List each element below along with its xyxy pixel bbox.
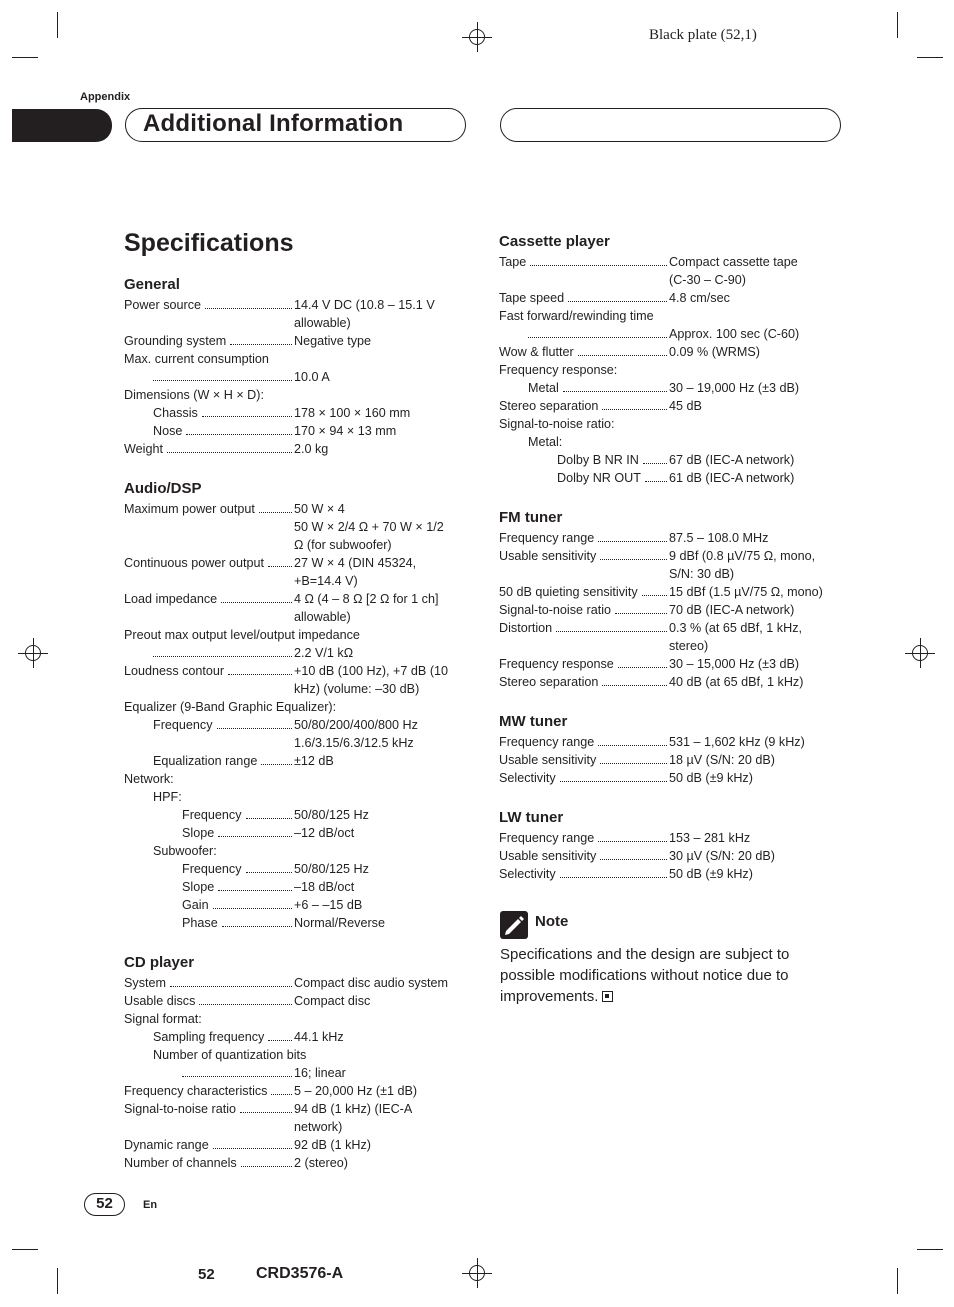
spec-row — [499, 433, 819, 451]
leader-dots — [615, 601, 667, 614]
spec-row — [499, 583, 823, 601]
spec-value: allowable) — [294, 610, 351, 624]
spec-row — [124, 554, 469, 572]
leader-dots — [556, 619, 667, 632]
spec-label: Metal: — [528, 435, 563, 449]
spec-label: Grounding system — [124, 334, 227, 348]
spec-row — [124, 332, 469, 350]
page-number: 52 — [84, 1193, 125, 1216]
spec-value: 10.0 A — [294, 370, 330, 384]
leader-dots — [600, 547, 667, 560]
leader-dots — [600, 847, 667, 860]
spec-value: stereo) — [669, 639, 709, 653]
spec-row — [124, 644, 469, 662]
leader-dots — [230, 332, 292, 345]
spec-label: Tape — [499, 255, 527, 269]
spec-row — [499, 307, 819, 325]
spec-value: 50 W × 2/4 Ω + 70 W × 1/2 — [294, 520, 444, 534]
spec-row — [124, 788, 469, 806]
section-heading: CD player — [124, 954, 195, 971]
spec-row — [124, 518, 469, 536]
spec-label: Usable sensitivity — [499, 849, 597, 863]
spec-label: Loudness contour — [124, 664, 225, 678]
spec-row — [499, 673, 819, 691]
spec-row — [499, 289, 819, 307]
spec-row — [499, 325, 819, 343]
spec-row — [499, 361, 819, 379]
spec-label: Selectivity — [499, 771, 556, 785]
spec-value: 531 – 1,602 kHz (9 kHz) — [669, 735, 805, 749]
spec-label: Load impedance — [124, 592, 218, 606]
leader-dots — [602, 673, 667, 686]
spec-value: (C-30 – C-90) — [669, 273, 746, 287]
spec-row — [499, 751, 819, 769]
spec-column-left — [124, 275, 469, 1172]
leader-dots — [170, 974, 292, 987]
spec-row — [124, 1136, 469, 1154]
leader-dots — [643, 451, 667, 464]
spec-row — [499, 469, 819, 487]
spec-value: 9 dBf (0.8 µV/75 Ω, mono, — [669, 549, 816, 563]
spec-value: 50 W × 4 — [294, 502, 345, 516]
spec-label: Frequency characteristics — [124, 1084, 268, 1098]
note-text — [500, 944, 820, 1007]
leader-dots — [217, 716, 292, 729]
leader-dots — [271, 1082, 292, 1095]
section-tab-bar — [12, 109, 112, 142]
leader-dots — [268, 554, 292, 567]
spec-value: +6 – –15 dB — [294, 898, 363, 912]
spec-row — [499, 733, 819, 751]
end-mark-icon — [602, 991, 613, 1002]
spec-label: Frequency range — [499, 735, 595, 749]
spec-label: Preout max output level/output impedance — [124, 628, 360, 642]
spec-label: Fast forward/rewinding time — [499, 309, 654, 323]
model-number: CRD3576-A — [256, 1265, 344, 1282]
spec-row — [124, 842, 469, 860]
spec-row — [499, 637, 819, 655]
spec-label: Continuous power output — [124, 556, 265, 570]
leader-dots — [228, 662, 292, 675]
spec-section — [499, 508, 823, 691]
registration-mark-left — [18, 638, 48, 668]
spec-value: 94 dB (1 kHz) (IEC-A — [294, 1102, 413, 1116]
spec-label: Sampling frequency — [153, 1030, 265, 1044]
spec-label: Frequency — [182, 808, 242, 822]
spec-label: Signal-to-noise ratio — [499, 603, 612, 617]
spec-label: Frequency range — [499, 831, 595, 845]
spec-value: 0.09 % (WRMS) — [669, 345, 760, 359]
appendix-label: Appendix — [80, 91, 131, 103]
spec-row — [124, 992, 469, 1010]
note-body: Specifications and the design are subject to possible modifications without notice due to improvements. — [500, 946, 790, 1005]
leader-dots — [153, 644, 292, 657]
spec-label: Equalizer (9-Band Graphic Equalizer): — [124, 700, 337, 714]
section-heading: FM tuner — [499, 509, 563, 526]
spec-value: 178 × 100 × 160 mm — [294, 406, 411, 420]
section-heading: Cassette player — [499, 233, 610, 250]
leader-dots — [246, 806, 292, 819]
spec-value: S/N: 30 dB) — [669, 567, 735, 581]
leader-dots — [600, 751, 667, 764]
spec-label: Frequency range — [499, 531, 595, 545]
section-heading: Audio/DSP — [124, 480, 202, 497]
leader-dots — [598, 829, 667, 842]
spec-label: 50 dB quieting sensitivity — [499, 585, 638, 599]
section-heading: LW tuner — [499, 809, 564, 826]
spec-row — [124, 1118, 469, 1136]
spec-section — [499, 232, 819, 487]
spec-value: 70 dB (IEC-A network) — [669, 603, 795, 617]
leader-dots — [153, 368, 292, 381]
spec-row — [124, 350, 469, 368]
registration-mark-top — [462, 22, 492, 52]
section-heading: MW tuner — [499, 713, 568, 730]
spec-value: 50/80/200/400/800 Hz — [294, 718, 418, 732]
leader-dots — [560, 865, 667, 878]
spec-section — [124, 953, 469, 1172]
spec-row — [124, 1154, 469, 1172]
spec-label: Dolby B NR IN — [557, 453, 639, 467]
spec-value: 153 – 281 kHz — [669, 831, 751, 845]
spec-row — [124, 572, 469, 590]
spec-value: network) — [294, 1120, 343, 1134]
spec-value: 44.1 kHz — [294, 1030, 344, 1044]
spec-label: Maximum power output — [124, 502, 255, 516]
spec-value: 15 dBf (1.5 µV/75 Ω, mono) — [669, 585, 823, 599]
spec-row — [499, 415, 819, 433]
leader-dots — [578, 343, 667, 356]
spec-row — [124, 974, 469, 992]
spec-row — [499, 601, 819, 619]
language-code: En — [143, 1199, 158, 1211]
spec-value: 5 – 20,000 Hz (±1 dB) — [294, 1084, 418, 1098]
spec-label: Slope — [182, 880, 215, 894]
spec-row — [124, 626, 469, 644]
spec-value: 4 Ω (4 – 8 Ω [2 Ω for 1 ch] — [294, 592, 439, 606]
spec-value: 4.8 cm/sec — [669, 291, 730, 305]
spec-label: Selectivity — [499, 867, 556, 881]
spec-value: 45 dB — [669, 399, 702, 413]
spec-row — [124, 716, 469, 734]
spec-label: Metal — [528, 381, 559, 395]
spec-label: System — [124, 976, 166, 990]
spec-value: 16; linear — [294, 1066, 346, 1080]
spec-row — [124, 536, 469, 554]
slug-page-number: 52 — [198, 1266, 215, 1283]
spec-label: Usable sensitivity — [499, 753, 597, 767]
spec-row — [124, 914, 469, 932]
note-icon — [500, 911, 528, 939]
spec-row — [124, 422, 469, 440]
spec-label: Gain — [182, 898, 209, 912]
leader-dots — [568, 289, 667, 302]
spec-row — [124, 1064, 469, 1082]
leader-dots — [167, 440, 292, 453]
leader-dots — [602, 397, 667, 410]
leader-dots — [598, 733, 667, 746]
spec-value: 14.4 V DC (10.8 – 15.1 V — [294, 298, 435, 312]
spec-row — [499, 847, 819, 865]
spec-value: 2.2 V/1 kΩ — [294, 646, 354, 660]
spec-label: Stereo separation — [499, 675, 599, 689]
leader-dots — [618, 655, 667, 668]
spec-row — [124, 752, 469, 770]
spec-section — [124, 275, 469, 458]
leader-dots — [240, 1100, 292, 1113]
section-title: Additional Information — [143, 110, 404, 137]
spec-value: +10 dB (100 Hz), +7 dB (10 — [294, 664, 449, 678]
note-label: Note — [535, 913, 569, 930]
leader-dots — [213, 896, 292, 909]
leader-dots — [246, 860, 292, 873]
spec-value: 170 × 94 × 13 mm — [294, 424, 397, 438]
spec-row — [124, 440, 469, 458]
spec-row — [124, 368, 469, 386]
leader-dots — [202, 404, 292, 417]
spec-label: Network: — [124, 772, 174, 786]
spec-section — [124, 479, 469, 932]
spec-section — [499, 808, 819, 883]
spec-label: Number of quantization bits — [153, 1048, 307, 1062]
spec-label: Chassis — [153, 406, 198, 420]
spec-row — [499, 343, 819, 361]
spec-label: Frequency — [153, 718, 213, 732]
spec-row — [124, 1100, 469, 1118]
leader-dots — [645, 469, 667, 482]
spec-row — [124, 608, 469, 626]
spec-row — [124, 662, 469, 680]
spec-label: HPF: — [153, 790, 182, 804]
spec-row — [124, 1046, 469, 1064]
spec-row — [124, 698, 469, 716]
spec-row — [499, 619, 819, 637]
spec-value: 30 µV (S/N: 20 dB) — [669, 849, 775, 863]
spec-row — [124, 680, 469, 698]
spec-column-right — [499, 232, 823, 883]
spec-value: 50/80/125 Hz — [294, 862, 369, 876]
spec-label: Wow & flutter — [499, 345, 574, 359]
spec-label: Signal-to-noise ratio: — [499, 417, 615, 431]
spec-label: Nose — [153, 424, 183, 438]
spec-value: Ω (for subwoofer) — [294, 538, 392, 552]
spec-row — [499, 379, 819, 397]
plate-label: Black plate (52,1) — [649, 27, 757, 43]
spec-row — [124, 860, 469, 878]
spec-label: Signal-to-noise ratio — [124, 1102, 237, 1116]
spec-value: Compact cassette tape — [669, 255, 798, 269]
spec-row — [499, 253, 819, 271]
leader-dots — [241, 1154, 292, 1167]
spec-value: 2 (stereo) — [294, 1156, 348, 1170]
spec-value: –18 dB/oct — [294, 880, 355, 894]
spec-value: 40 dB (at 65 dBf, 1 kHz) — [669, 675, 804, 689]
spec-label: Usable sensitivity — [499, 549, 597, 563]
spec-label: Frequency — [182, 862, 242, 876]
spec-row — [124, 590, 469, 608]
leader-dots — [222, 914, 292, 927]
spec-label: Usable discs — [124, 994, 196, 1008]
spec-row — [124, 824, 469, 842]
leader-dots — [186, 422, 292, 435]
spec-row — [499, 769, 819, 787]
leader-dots — [268, 1028, 292, 1041]
spec-row — [499, 451, 819, 469]
leader-dots — [259, 500, 292, 513]
spec-value: kHz) (volume: –30 dB) — [294, 682, 420, 696]
leader-dots — [261, 752, 292, 765]
spec-label: Max. current consumption — [124, 352, 269, 366]
spec-row — [124, 806, 469, 824]
spec-label: Subwoofer: — [153, 844, 217, 858]
spec-label: Tape speed — [499, 291, 565, 305]
spec-label: Number of channels — [124, 1156, 237, 1170]
spec-label: Weight — [124, 442, 163, 456]
leader-dots — [221, 590, 292, 603]
spec-value: –12 dB/oct — [294, 826, 355, 840]
spec-value: Normal/Reverse — [294, 916, 385, 930]
spec-label: Phase — [182, 916, 218, 930]
spec-value: ±12 dB — [294, 754, 334, 768]
spec-value: 30 – 15,000 Hz (±3 dB) — [669, 657, 800, 671]
spec-value: 27 W × 4 (DIN 45324, — [294, 556, 417, 570]
leader-dots — [213, 1136, 292, 1149]
spec-value: 50/80/125 Hz — [294, 808, 369, 822]
spec-row — [124, 314, 469, 332]
leader-dots — [528, 325, 667, 338]
spec-label: Dimensions (W × H × D): — [124, 388, 264, 402]
spec-row — [499, 865, 819, 883]
leader-dots — [598, 529, 667, 542]
spec-value: 50 dB (±9 kHz) — [669, 771, 753, 785]
leader-dots — [642, 583, 667, 596]
spec-label: Slope — [182, 826, 215, 840]
spec-row — [124, 386, 469, 404]
section-heading: General — [124, 276, 180, 293]
spec-value: 30 – 19,000 Hz (±3 dB) — [669, 381, 800, 395]
spec-value: Negative type — [294, 334, 372, 348]
leader-dots — [205, 296, 292, 309]
spec-value: 87.5 – 108.0 MHz — [669, 531, 769, 545]
leader-dots — [560, 769, 667, 782]
page-title: Specifications — [124, 229, 294, 257]
spec-value: 67 dB (IEC-A network) — [669, 453, 795, 467]
spec-row — [499, 547, 819, 565]
leader-dots — [563, 379, 667, 392]
spec-label: Frequency response: — [499, 363, 618, 377]
spec-row — [124, 1010, 469, 1028]
spec-row — [124, 878, 469, 896]
spec-row — [499, 397, 819, 415]
spec-value: 18 µV (S/N: 20 dB) — [669, 753, 775, 767]
spec-value: Compact disc — [294, 994, 371, 1008]
spec-label: Power source — [124, 298, 201, 312]
spec-value: 50 dB (±9 kHz) — [669, 867, 753, 881]
spec-row — [499, 829, 819, 847]
spec-value: allowable) — [294, 316, 351, 330]
spec-row — [124, 500, 469, 518]
spec-value: Approx. 100 sec (C-60) — [669, 327, 800, 341]
spec-value: Compact disc audio system — [294, 976, 448, 990]
spec-label: Equalization range — [153, 754, 258, 768]
leader-dots — [182, 1064, 292, 1077]
spec-value: 1.6/3.15/6.3/12.5 kHz — [294, 736, 414, 750]
spec-section — [499, 712, 819, 787]
spec-row — [499, 529, 819, 547]
spec-value: 92 dB (1 kHz) — [294, 1138, 371, 1152]
spec-row — [124, 1028, 469, 1046]
spec-label: Frequency response — [499, 657, 614, 671]
empty-pill — [500, 108, 841, 142]
spec-row — [124, 896, 469, 914]
spec-label: Signal format: — [124, 1012, 202, 1026]
spec-value: +B=14.4 V) — [294, 574, 358, 588]
spec-row — [124, 296, 469, 314]
spec-label: Distortion — [499, 621, 553, 635]
spec-value: 0.3 % (at 65 dBf, 1 kHz, — [669, 621, 802, 635]
leader-dots — [218, 824, 292, 837]
spec-label: Stereo separation — [499, 399, 599, 413]
spec-row — [499, 271, 819, 289]
spec-label: Dynamic range — [124, 1138, 209, 1152]
spec-row — [124, 1082, 469, 1100]
leader-dots — [218, 878, 292, 891]
spec-value: 2.0 kg — [294, 442, 329, 456]
spec-row — [499, 655, 819, 673]
spec-row — [499, 565, 819, 583]
leader-dots — [530, 253, 667, 266]
spec-row — [124, 404, 469, 422]
registration-mark-bottom — [462, 1258, 492, 1288]
spec-row — [124, 770, 469, 788]
spec-row — [124, 734, 469, 752]
registration-mark-right — [905, 638, 935, 668]
spec-value: 61 dB (IEC-A network) — [669, 471, 795, 485]
leader-dots — [199, 992, 292, 1005]
spec-label: Dolby NR OUT — [557, 471, 641, 485]
